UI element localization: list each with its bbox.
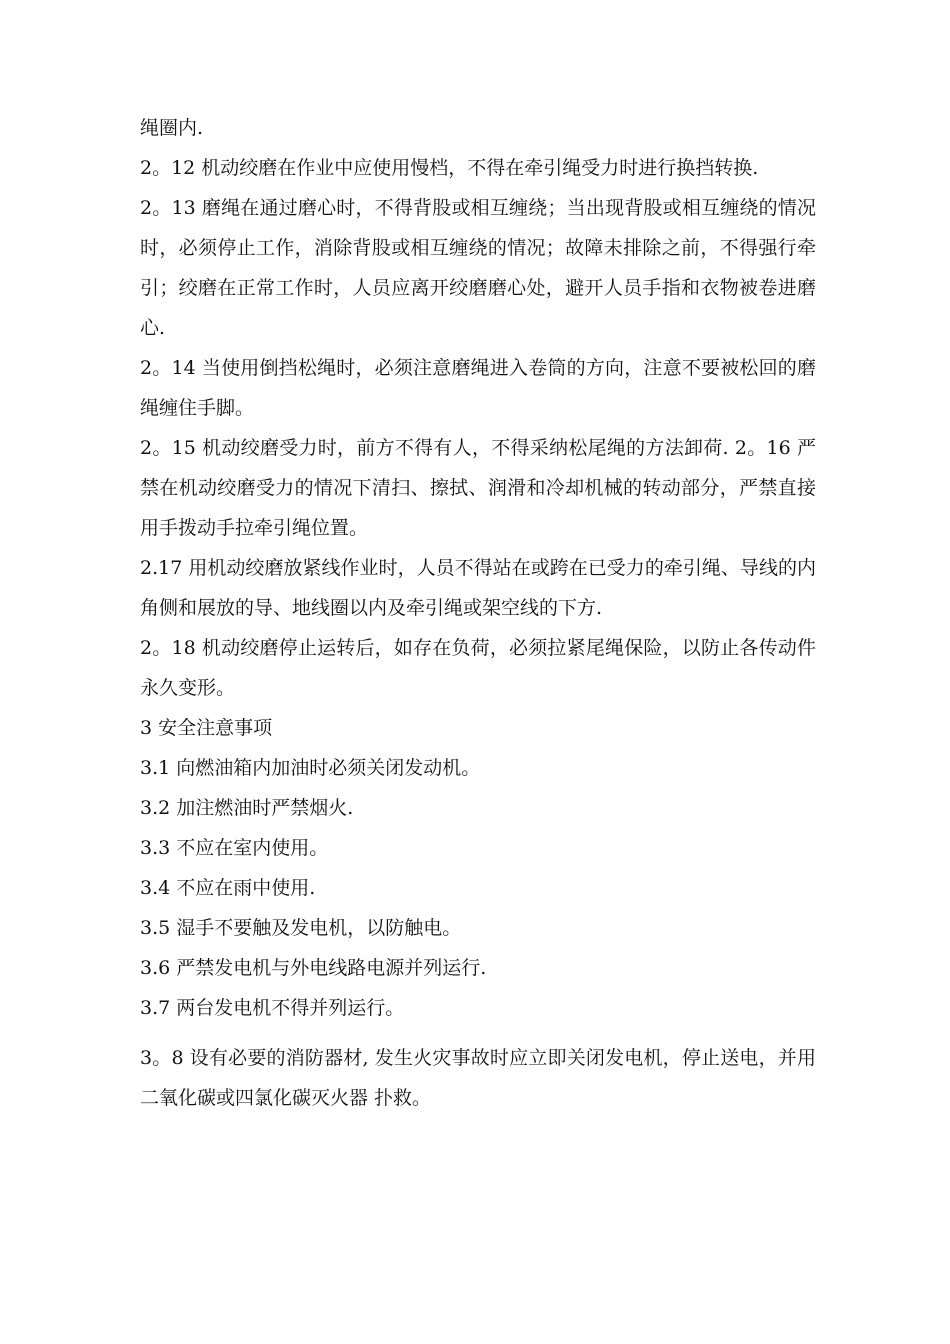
section-3-heading: 3 安全注意事项 xyxy=(140,717,273,739)
clause-3-6: 3.6 严禁发电机与外电线路电源并列运行. xyxy=(140,957,487,979)
clause-2-12: 2。12 机动绞磨在作业中应使用慢档，不得在牵引绳受力时进行换挡转换. xyxy=(140,157,759,179)
clause-2-18: 2。18 机动绞磨停止运转后，如存在负荷，必须拉紧尾绳保险，以防止各传动件永久变形。 xyxy=(140,637,816,699)
clause-2-15-2-16: 2。15 机动绞磨受力时，前方不得有人，不得采纳松尾绳的方法卸荷. 2。16 严禁在机动绞磨受力的情况下清扫、擦拭、润滑和冷却机械的转动部分，严禁直接用手拨动手拉牵引绳位置。 xyxy=(140,437,816,539)
clause-2-14: 2。14 当使用倒挡松绳时，必须注意磨绳进入卷筒的方向，注意不要被松回的磨绳缠住手脚。 xyxy=(140,357,816,419)
clause-3-3: 3.3 不应在室内使用。 xyxy=(140,837,329,859)
clause-3-5: 3.5 湿手不要触及发电机，以防触电。 xyxy=(140,917,462,939)
clause-3-2: 3.2 加注燃油时严禁烟火. xyxy=(140,797,354,819)
clause-3-7: 3.7 两台发电机不得并列运行。 xyxy=(140,997,405,1019)
clause-2-13: 2。13 磨绳在通过磨心时，不得背股或相互缠绕；当出现背股或相互缠绕的情况时，必须停止工作，消除背股或相互缠绕的情况；故障未排除之前，不得强行牵引；绞磨在正常工作时，人员应离开绞磨磨心处，避开人员手指和衣物被卷进磨心. xyxy=(140,197,816,339)
clause-2-17: 2.17 用机动绞磨放紧线作业时，人员不得站在或跨在已受力的牵引绳、导线的内角侧和展放的导、地线圈以内及牵引绳或架空线的下方. xyxy=(140,557,816,619)
clause-3-4: 3.4 不应在雨中使用. xyxy=(140,877,316,899)
clause-3-8: 3。8 设有必要的消防器材, 发生火灾事故时应立即关闭发电机，停止送电，并用二氧化碳或四氯化碳灭火器 扑救。 xyxy=(140,1047,816,1109)
clause-3-1: 3.1 向燃油箱内加油时必须关闭发动机。 xyxy=(140,757,481,779)
paragraph-continuation: 绳圈内. xyxy=(140,117,204,139)
paragraph-gap xyxy=(140,1028,816,1038)
